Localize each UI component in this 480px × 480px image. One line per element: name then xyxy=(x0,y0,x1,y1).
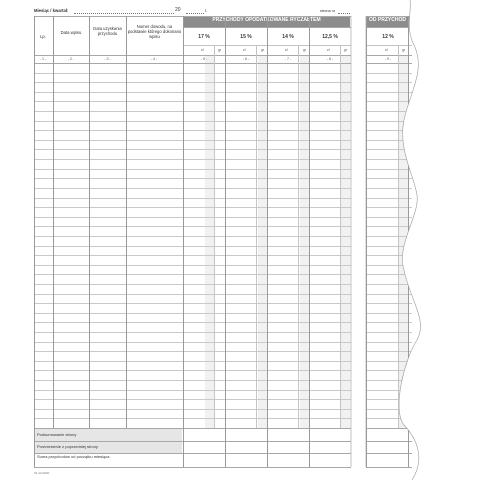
col-document-number-header: Numer dowodu, na podstawie którego dokonano wpisu xyxy=(127,24,182,39)
col-number-5: - 5 - xyxy=(200,57,208,61)
rate-17-header: 17 % xyxy=(198,34,210,40)
col-number-6: - 6 - xyxy=(242,57,250,61)
col-number-9: - 9 - xyxy=(384,57,392,61)
unit-zl-7: zł xyxy=(285,48,288,52)
summary-since-month-start: Suma przychodów od początku miesiąca xyxy=(37,454,110,459)
year-prefix: 20 xyxy=(175,7,181,13)
footer-code: 01-12-0000 xyxy=(34,471,50,475)
unit-gr-7: gr xyxy=(303,48,307,52)
col-number-8: - 8 - xyxy=(326,57,334,61)
col-date-entry-header: Data wpisu xyxy=(60,30,82,35)
unit-zl-6: zł xyxy=(243,48,246,52)
page-number-label: strona nr xyxy=(320,9,335,13)
col-number-1: - 1 - xyxy=(39,57,47,61)
summary-page-total: Podsumowanie strony xyxy=(37,432,77,437)
col-number-2: - 2 - xyxy=(67,57,75,61)
col-number-3: - 3 - xyxy=(104,57,111,61)
rate-12-header-cut: 12 % xyxy=(382,34,394,40)
unit-gr-6: gr xyxy=(261,48,265,52)
col-number-4: - 4 - xyxy=(150,57,158,61)
torn-edge-cover xyxy=(399,0,480,480)
group-header-band: PRZYCHODY OPODATKOWANE RYCZAŁTEM xyxy=(183,16,350,27)
group-header-band-cut: OD PRZYCHOD xyxy=(367,16,414,27)
month-label: Miesiąc / kwartał: xyxy=(34,8,69,13)
unit-zl-9: zł xyxy=(385,48,388,52)
col-date-income-header: Data uzyskania przychodu xyxy=(93,26,122,36)
unit-zl-5: zł xyxy=(201,48,204,52)
rate-14-header: 14 % xyxy=(282,34,294,40)
col-number-7: - 7 - xyxy=(284,57,292,61)
section-break-cover xyxy=(351,0,366,480)
year-suffix: r. xyxy=(205,8,208,13)
unit-zl-8: zł xyxy=(327,48,330,52)
rate-12-5-header: 12,5 % xyxy=(322,34,338,40)
unit-gr-8: gr xyxy=(344,48,348,52)
summary-carried-over: Przeniesienie z poprzedniej strony xyxy=(37,444,98,449)
rate-15-header: 15 % xyxy=(240,34,252,40)
unit-gr-9: gr xyxy=(402,48,406,52)
col-lp-header: Lp. xyxy=(40,34,46,39)
unit-gr-5: gr xyxy=(218,48,222,52)
